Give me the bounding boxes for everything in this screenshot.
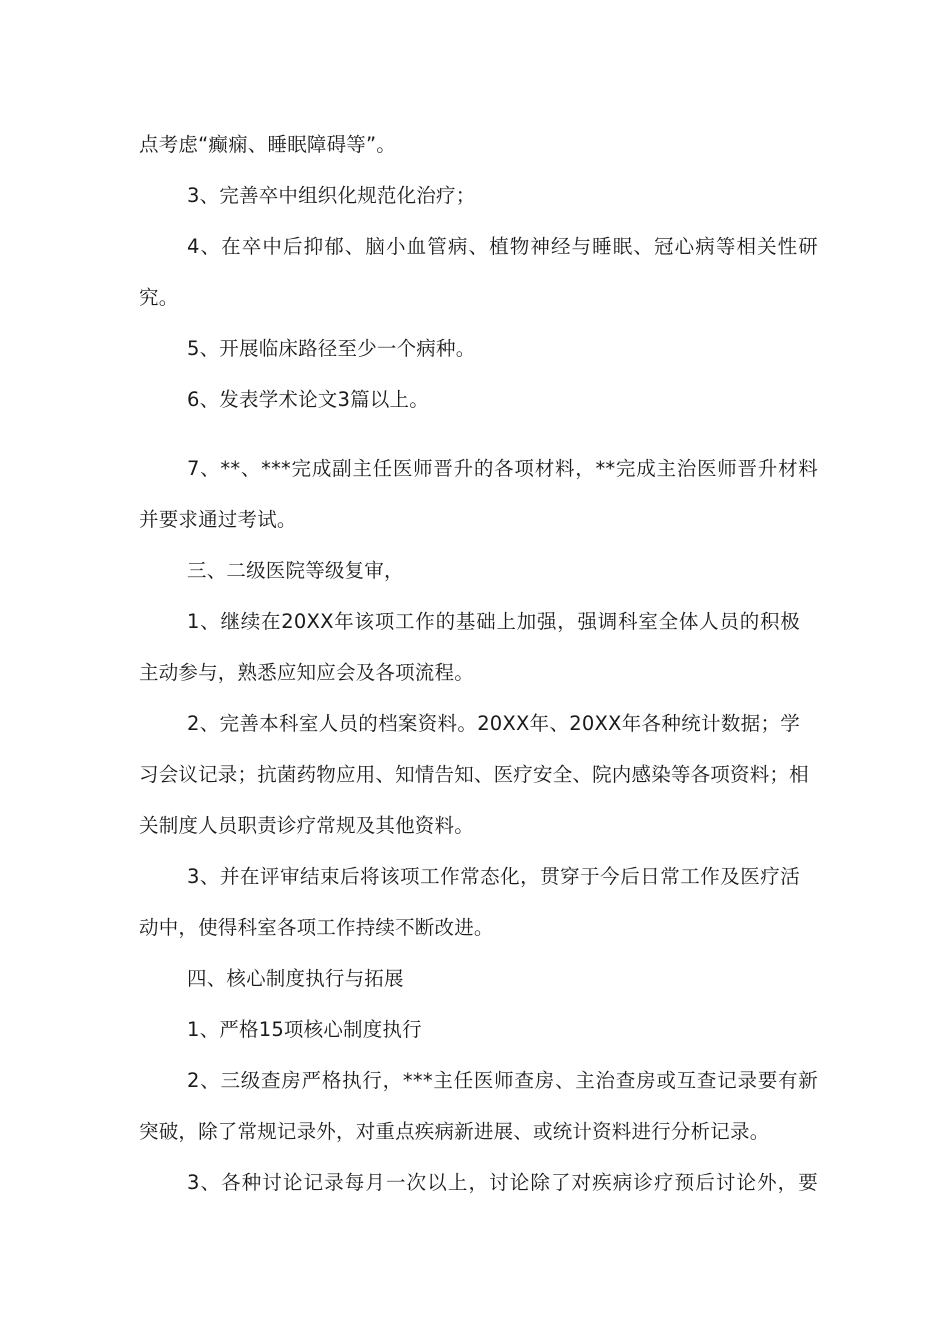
list-item: 4、在卒中后抑郁、脑小血管病、植物神经与睡眠、冠心病等相关性研 <box>187 235 818 258</box>
section-heading: 三、二级医院等级复审， <box>187 559 404 582</box>
list-item: 3、各种讨论记录每月一次以上，讨论除了对疾病诊疗预后讨论外，要 <box>187 1171 818 1194</box>
list-item: 5、开展临床路径至少一个病种。 <box>187 337 476 360</box>
text-line: 关制度人员职责诊疗常规及其他资料。 <box>139 814 474 837</box>
list-item: 3、完善卒中组织化规范化治疗； <box>187 184 476 207</box>
list-item: 3、并在评审结束后将该项工作常态化，贯穿于今后日常工作及医疗活 <box>187 865 800 888</box>
section-heading: 四、核心制度执行与拓展 <box>187 967 404 990</box>
text-line: 主动参与，熟悉应知应会及各项流程。 <box>139 661 474 684</box>
list-item: 2、完善本科室人员的档案资料。20XX年、20XX年各种统计数据；学 <box>187 712 800 735</box>
list-item: 6、发表学术论文3篇以上。 <box>187 388 429 411</box>
list-item: 2、三级查房严格执行，***主任医师查房、主治查房或互查记录要有新 <box>187 1069 818 1092</box>
text-line: 突破，除了常规记录外，对重点疾病新进展、或统计资料进行分析记录。 <box>139 1120 770 1143</box>
text-line: 究。 <box>139 286 179 309</box>
text-line: 习会议记录；抗菌药物应用、知情告知、医疗安全、院内感染等各项资料；相 <box>139 763 809 786</box>
text-line: 动中，使得科室各项工作持续不断改进。 <box>139 916 494 939</box>
list-item: 1、继续在20XX年该项工作的基础上加强，强调科室全体人员的积极 <box>187 610 800 633</box>
text-line: 并要求通过考试。 <box>139 508 297 531</box>
list-item: 1、严格15项核心制度执行 <box>187 1018 422 1041</box>
text-line: 点考虑“癫痫、睡眠障碍等”。 <box>139 133 397 156</box>
list-item: 7、**、***完成副主任医师晋升的各项材料，**完成主治医师晋升材料 <box>187 457 818 480</box>
